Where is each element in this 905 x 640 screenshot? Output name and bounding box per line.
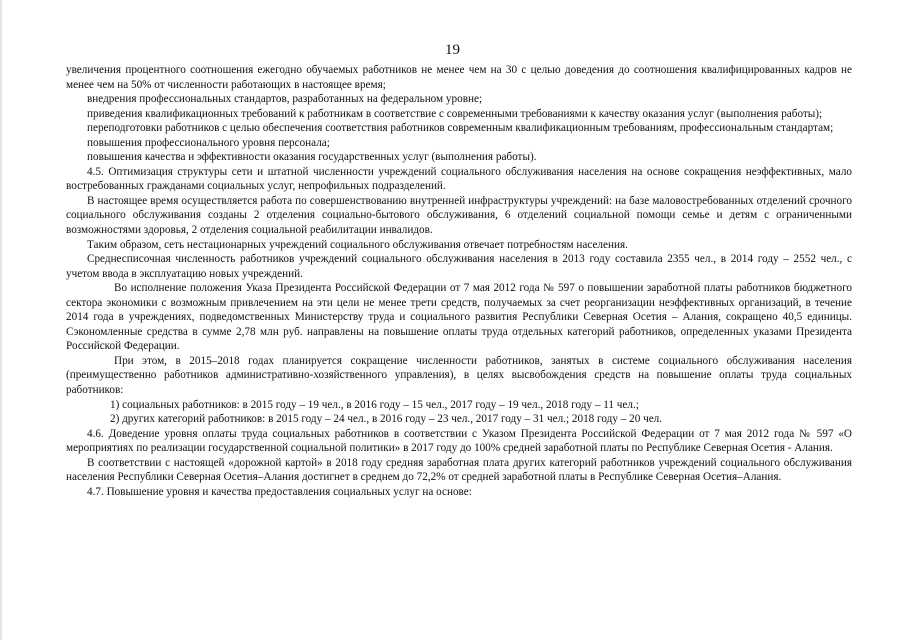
section-4-7: 4.7. Повышение уровня и качества предоставления социальных услуг на основе: — [87, 485, 472, 498]
section-4-5: 4.5. Оптимизация структуры сети и штатной численности учреждений социального обслуживания населения на основе сокращения неэффективных, мало востребованных гражданами социальных услуг, непрофильных подразделений. — [66, 165, 852, 193]
list-item: 1) социальных работников: в 2015 году – 19 чел., в 2016 году – 15 чел., 2017 году – 19 чел., 2018 году – 11 чел.; — [110, 398, 639, 411]
paragraph: переподготовки работников с целью обеспечения соответствия работников современным квалификационным требованиям, профессиональным стандартам; — [87, 122, 834, 135]
document-body — [66, 63, 852, 499]
paragraph: В настоящее время осуществляется работа по совершенствованию внутренней инфраструктуры учреждений: на базе маловостребованных отделений срочного социального обслуживания созданы 2 отделения социально-бытового обслуживания, 6 отделений социальной помощи семье и детям с ограниченными возможностями здоровья, 2 отделения социальной реабилитации инвалидов. — [66, 194, 852, 237]
paragraph: внедрения профессиональных стандартов, разработанных на федеральном уровне; — [87, 93, 483, 106]
paragraph: При этом, в 2015–2018 годах планируется сокращение численности работников, занятых в системе социального обслуживания населения (преимущественно работников административно-хозяйственного управления), в целях высвобождения средств на повышение оплаты труда социальных работников: — [66, 354, 852, 397]
paragraph: Таким образом, сеть нестационарных учреждений социального обслуживания отвечает потребностям населения. — [87, 238, 628, 251]
paragraph: Среднесписочная численность работников учреждений социального обслуживания населения в 2013 году составила 2355 чел., в 2014 году – 2552 чел., с учетом ввода в эксплуатацию новых учреждений. — [66, 253, 852, 280]
list-item: 2) других категорий работников: в 2015 году – 24 чел., в 2016 году – 23 чел., 2017 году – 31 чел.; 2018 году – 20 чел. — [110, 413, 663, 426]
paragraph: увеличения процентного соотношения ежегодно обучаемых работников не менее чем на 30 с целью доведения до соотношения квалифицированных кадров не менее чем на 50% от численности работающих в настоящее время; — [66, 64, 852, 91]
paragraph: приведения квалификационных требований к работникам в соответствие с современными требованиями к качеству оказания услуг (выполнения работы); — [87, 107, 823, 120]
paragraph: В соответствии с настоящей «дорожной картой» в 2018 году средняя заработная плата других категорий работников учреждений социального обслуживания населения Республики Северная Осетия–Алания достигнет в среднем до 72,2% от средней заработной платы в Республике Северная Осетия–Алания. — [66, 456, 852, 484]
section-4-6: 4.6. Доведение уровня оплаты труда социальных работников в соответствии с Указом Президента Российской Федерации от 7 мая 2012 года № 597 «О мероприятиях по реализации государственной социальной политики» в 2017 году до 100% средней заработной платы по Республике Северная Осетия - Алания. — [66, 427, 852, 455]
scan-edge — [0, 0, 2, 640]
paragraph: Во исполнение положения Указа Президента Российской Федерации от 7 мая 2012 года № 597 о повышении заработной платы работников бюджетного сектора экономики с возможным привлечением на эти цели не менее трети средств, получаемых за счет реорганизации неэффективных организаций, в течение 2014 года в учреждениях, подведомственных Министерству труда и социального развития Республики Северная Осетия – Алания, сокращено 40,5 единицы. Сэкономленные средства в сумме 2,78 млн руб. направлены на повышение оплаты труда отдельных категорий работников, определенных указами Президента Российской Федерации. — [66, 282, 852, 353]
paragraph: повышения качества и эффективности оказания государственных услуг (выполнения работы). — [87, 151, 537, 164]
paragraph: повышения профессионального уровня персонала; — [87, 136, 330, 149]
page-number: 19 — [445, 42, 460, 58]
